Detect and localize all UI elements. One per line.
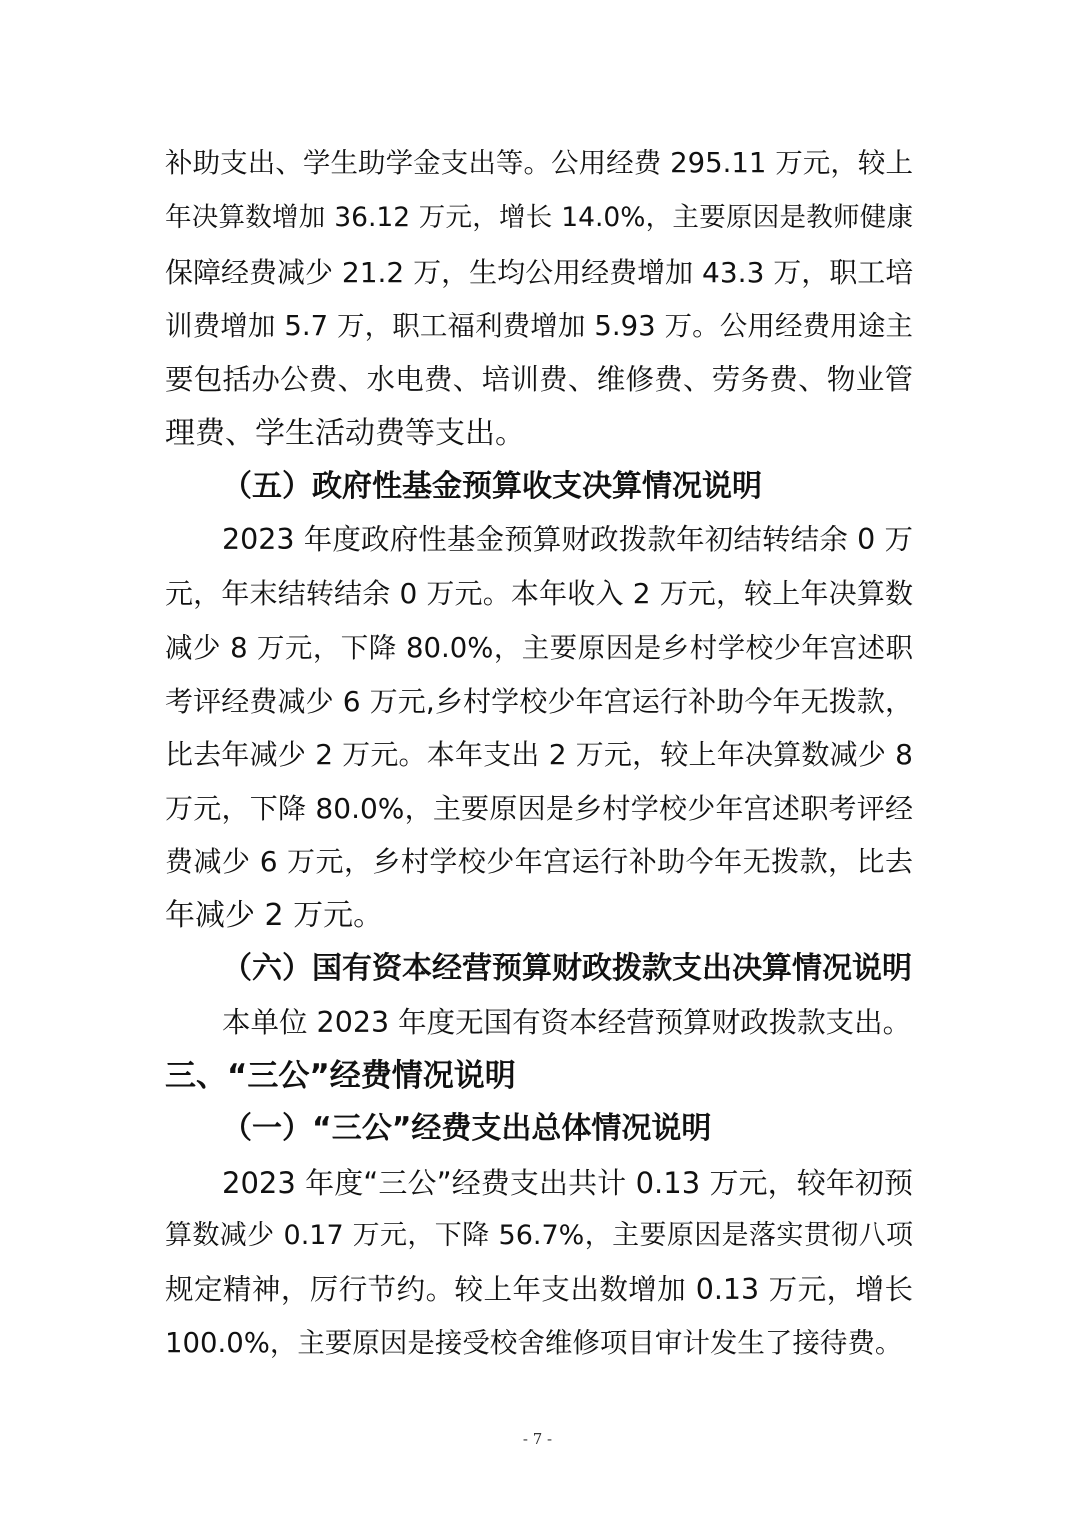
paragraph-line: 2023 年度“三公”经费支出共计 0.13 万元，较年初预 [222, 1166, 913, 1200]
paragraph-line: 理费、学生活动费等支出。 [165, 416, 525, 451]
paragraph-line: 2023 年度政府性基金预算财政拨款年初结转结余 0 万 [222, 523, 913, 556]
paragraph-line: 年减少 2 万元。 [165, 898, 384, 933]
paragraph-line: 本单位 2023 年度无国有资本经营预算财政拨款支出。 [222, 1006, 912, 1039]
paragraph-line: 比去年减少 2 万元。本年支出 2 万元，较上年决算数减少 8 [165, 738, 913, 771]
paragraph-line: 算数减少 0.17 万元，下降 56.7%，主要原因是落实贯彻八项 [165, 1220, 913, 1251]
paragraph-line: 年决算数增加 36.12 万元，增长 14.0%，主要原因是教师健康 [165, 202, 913, 233]
paragraph-line: 费减少 6 万元，乡村学校少年宫运行补助今年无拨款，比去 [165, 845, 913, 878]
paragraph-line: 减少 8 万元，下降 80.0%，主要原因是乡村学校少年宫述职 [165, 632, 913, 664]
section-heading: （六）国有资本经营预算财政拨款支出决算情况说明 [222, 951, 912, 986]
paragraph-line: 万元，下降 80.0%，主要原因是乡村学校少年宫述职考评经 [165, 792, 913, 825]
page-number: - 7 - [522, 1430, 553, 1448]
paragraph-line: 元，年末结转结余 0 万元。本年收入 2 万元，较上年决算数 [165, 577, 913, 610]
chapter-title: 三、“三公”经费情况说明 [165, 1058, 516, 1094]
section-heading: （五）政府性基金预算收支决算情况说明 [222, 469, 762, 504]
paragraph-line: 训费增加 5.7 万，职工福利费增加 5.93 万。公用经费用途主 [165, 310, 913, 342]
paragraph-line: 保障经费减少 21.2 万，生均公用经费增加 43.3 万，职工培 [165, 256, 913, 289]
paragraph-line: 规定精神，厉行节约。较上年支出数增加 0.13 万元，增长 [165, 1273, 913, 1306]
paragraph-line: 考评经费减少 6 万元,乡村学校少年宫运行补助今年无拨款， [165, 685, 913, 718]
paragraph-line: 补助支出、学生助学金支出等。公用经费 295.11 万元，较上 [165, 147, 913, 179]
paragraph-line: 100.0%，主要原因是接受校舍维修项目审计发生了接待费。 [165, 1327, 903, 1359]
section-heading: （一）“三公”经费支出总体情况说明 [222, 1111, 712, 1146]
paragraph-line: 要包括办公费、水电费、培训费、维修费、劳务费、物业管 [165, 363, 913, 396]
